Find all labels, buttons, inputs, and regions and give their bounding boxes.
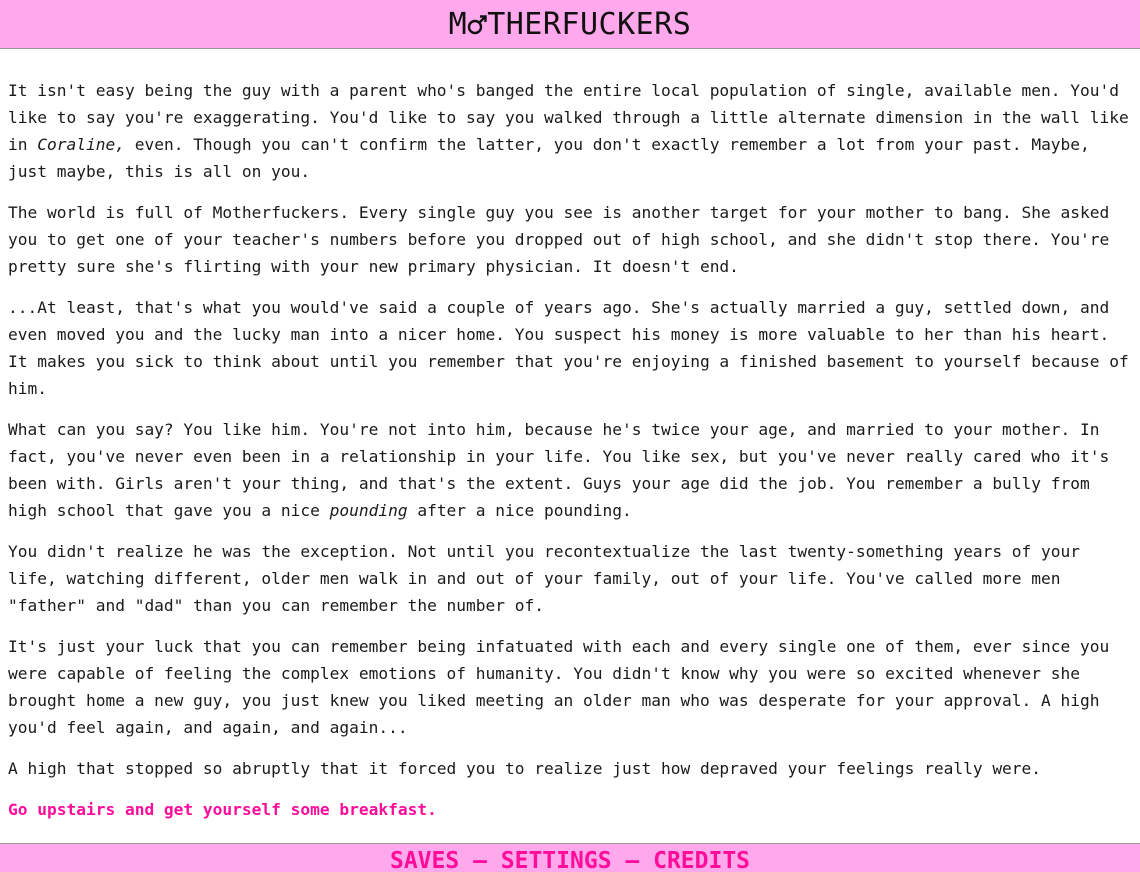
menu-separator: — (459, 848, 501, 872)
menu-separator: — (611, 848, 654, 872)
mars-venus-icon (467, 12, 487, 38)
story-text: after a nice pounding. (407, 501, 632, 520)
story-paragraph-5: You didn't realize he was the exception. Not until you recontextualize the last twenty-something years of your life, watching different, older men walk in and out of your family, out of your life. You've called more men "father" and "dad" than you can remember the number of. (8, 542, 1081, 615)
credits-link[interactable]: CREDITS (653, 848, 751, 872)
footer-menu (0, 844, 1140, 872)
story-paragraph-7: A high that stopped so abruptly that it forced you to realize just how depraved your feelings really were. (8, 759, 1042, 778)
story-text: What can you say? You like him. You're not into him, because he's twice your age, and married to your mother. In fact, you've never even been in a relationship in your life. You like sex, but you've never really cared who it's been with. Girls aren't your thing, and that's the extent. Guys your age did the job. You remember a bully from high school that gave you a nice (8, 420, 1110, 520)
title-bar (0, 0, 1140, 49)
story-text: It isn't easy being the guy with a parent who's banged the entire local population of single, available men. You'd like to say you're exaggerating. You'd like to say you walked through a little alternate dimension in the wall like in (8, 81, 1129, 154)
settings-link[interactable]: SETTINGS (500, 848, 612, 872)
story-text: even. Though you can't confirm the latter, you don't exactly remember a lot from your past. Maybe, just maybe, this is all on you. (8, 135, 1090, 181)
story-paragraph-6: It's just your luck that you can remember being infatuated with each and every single one of them, ever since you were capable of feeling the complex emotions of humanity. You didn't know why you were so excited whenever she brought home a new guy, you just knew you liked meeting an older man who was desperate for your approval. A high you'd feel again, and again, and again... (8, 637, 1110, 737)
story-passage (8, 77, 1132, 837)
saves-link[interactable]: SAVES (389, 848, 460, 872)
story-emphasis: Coraline, (37, 135, 125, 154)
footer-menu-bar (0, 843, 1140, 872)
story-paragraph-2: The world is full of Motherfuckers. Every single guy you see is another target for your mother to bang. She asked you to get one of your teacher's numbers before you dropped out of high school, and she didn't stop there. You're pretty sure she's flirting with your new primary physician. It doesn't end. (8, 203, 1110, 276)
game-title-suffix: THERFUCKERS (487, 7, 692, 42)
game-title (449, 0, 692, 49)
story-paragraph-1 (8, 77, 1132, 185)
game-title-prefix: M (448, 7, 468, 42)
story-emphasis: pounding (329, 501, 408, 520)
story-paragraph-4 (8, 416, 1132, 524)
choice-link-breakfast[interactable]: Go upstairs and get yourself some breakfast. (8, 800, 437, 819)
story-paragraph-3: ...At least, that's what you would've said a couple of years ago. She's actually married a guy, settled down, and even moved you and the lucky man into a nicer home. You suspect his money is more valuable to her than his heart. It makes you sick to think about until you remember that you're enjoying a finished basement to yourself because of him. (8, 298, 1129, 398)
choice-container (8, 796, 1132, 823)
